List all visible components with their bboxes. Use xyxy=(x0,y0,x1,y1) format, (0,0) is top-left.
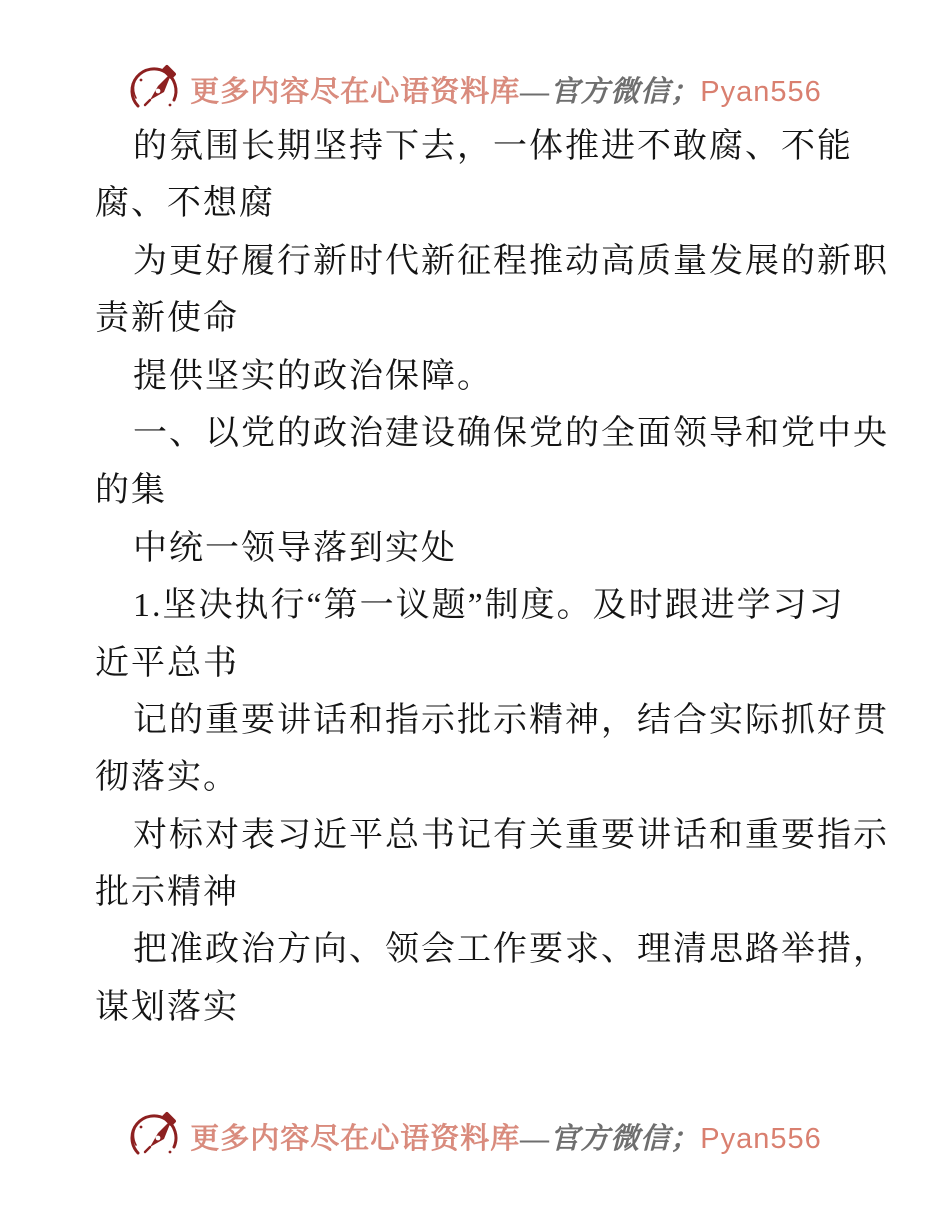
footer-watermark xyxy=(0,1109,950,1163)
text-line: 为更好履行新时代新征程推动高质量发展的新职 xyxy=(133,242,889,280)
document-body xyxy=(95,118,889,1036)
text-line: 中统一领导落到实处 xyxy=(133,529,457,567)
text-line: 把准政治方向、领会工作要求、理清思路举措， xyxy=(133,931,889,969)
watermark-brand-text: 更多内容尽在心语资料库 xyxy=(190,75,521,108)
text-line: 的集 xyxy=(95,472,167,510)
text-line: 腐、不想腐 xyxy=(95,185,275,223)
pen-nib-seal-icon xyxy=(128,1109,182,1163)
text-line: 一、以党的政治建设确保党的全面领导和党中央 xyxy=(133,414,889,452)
watermark-text xyxy=(190,69,822,110)
text-line: 批示精神 xyxy=(95,874,239,912)
text-line: 彻落实。 xyxy=(95,759,239,797)
text-line: 责新使命 xyxy=(95,300,239,338)
text-line: 对标对表习近平总书记有关重要讲话和重要指示 xyxy=(133,816,889,854)
watermark-wechat-id: Pyan556 xyxy=(700,1122,822,1155)
text-line: 谋划落实 xyxy=(95,988,239,1026)
text-line: 近平总书 xyxy=(95,644,239,682)
header-watermark xyxy=(0,62,950,116)
text-line: 1.坚决执行“第一议题”制度。及时跟进学习习 xyxy=(133,587,845,625)
text-line: 的氛围长期坚持下去，一体推进不敢腐、不能 xyxy=(133,128,853,165)
text-line: 记的重要讲话和指示批示精神，结合实际抓好贯 xyxy=(133,701,889,739)
watermark-text xyxy=(190,1116,822,1157)
watermark-separator-text: —官方微信； xyxy=(520,1122,701,1155)
watermark-separator-text: —官方微信； xyxy=(520,75,701,108)
text-line: 提供坚实的政治保障。 xyxy=(133,357,493,395)
watermark-wechat-id: Pyan556 xyxy=(700,75,822,108)
watermark-brand-text: 更多内容尽在心语资料库 xyxy=(190,1122,521,1155)
pen-nib-seal-icon xyxy=(128,62,182,116)
